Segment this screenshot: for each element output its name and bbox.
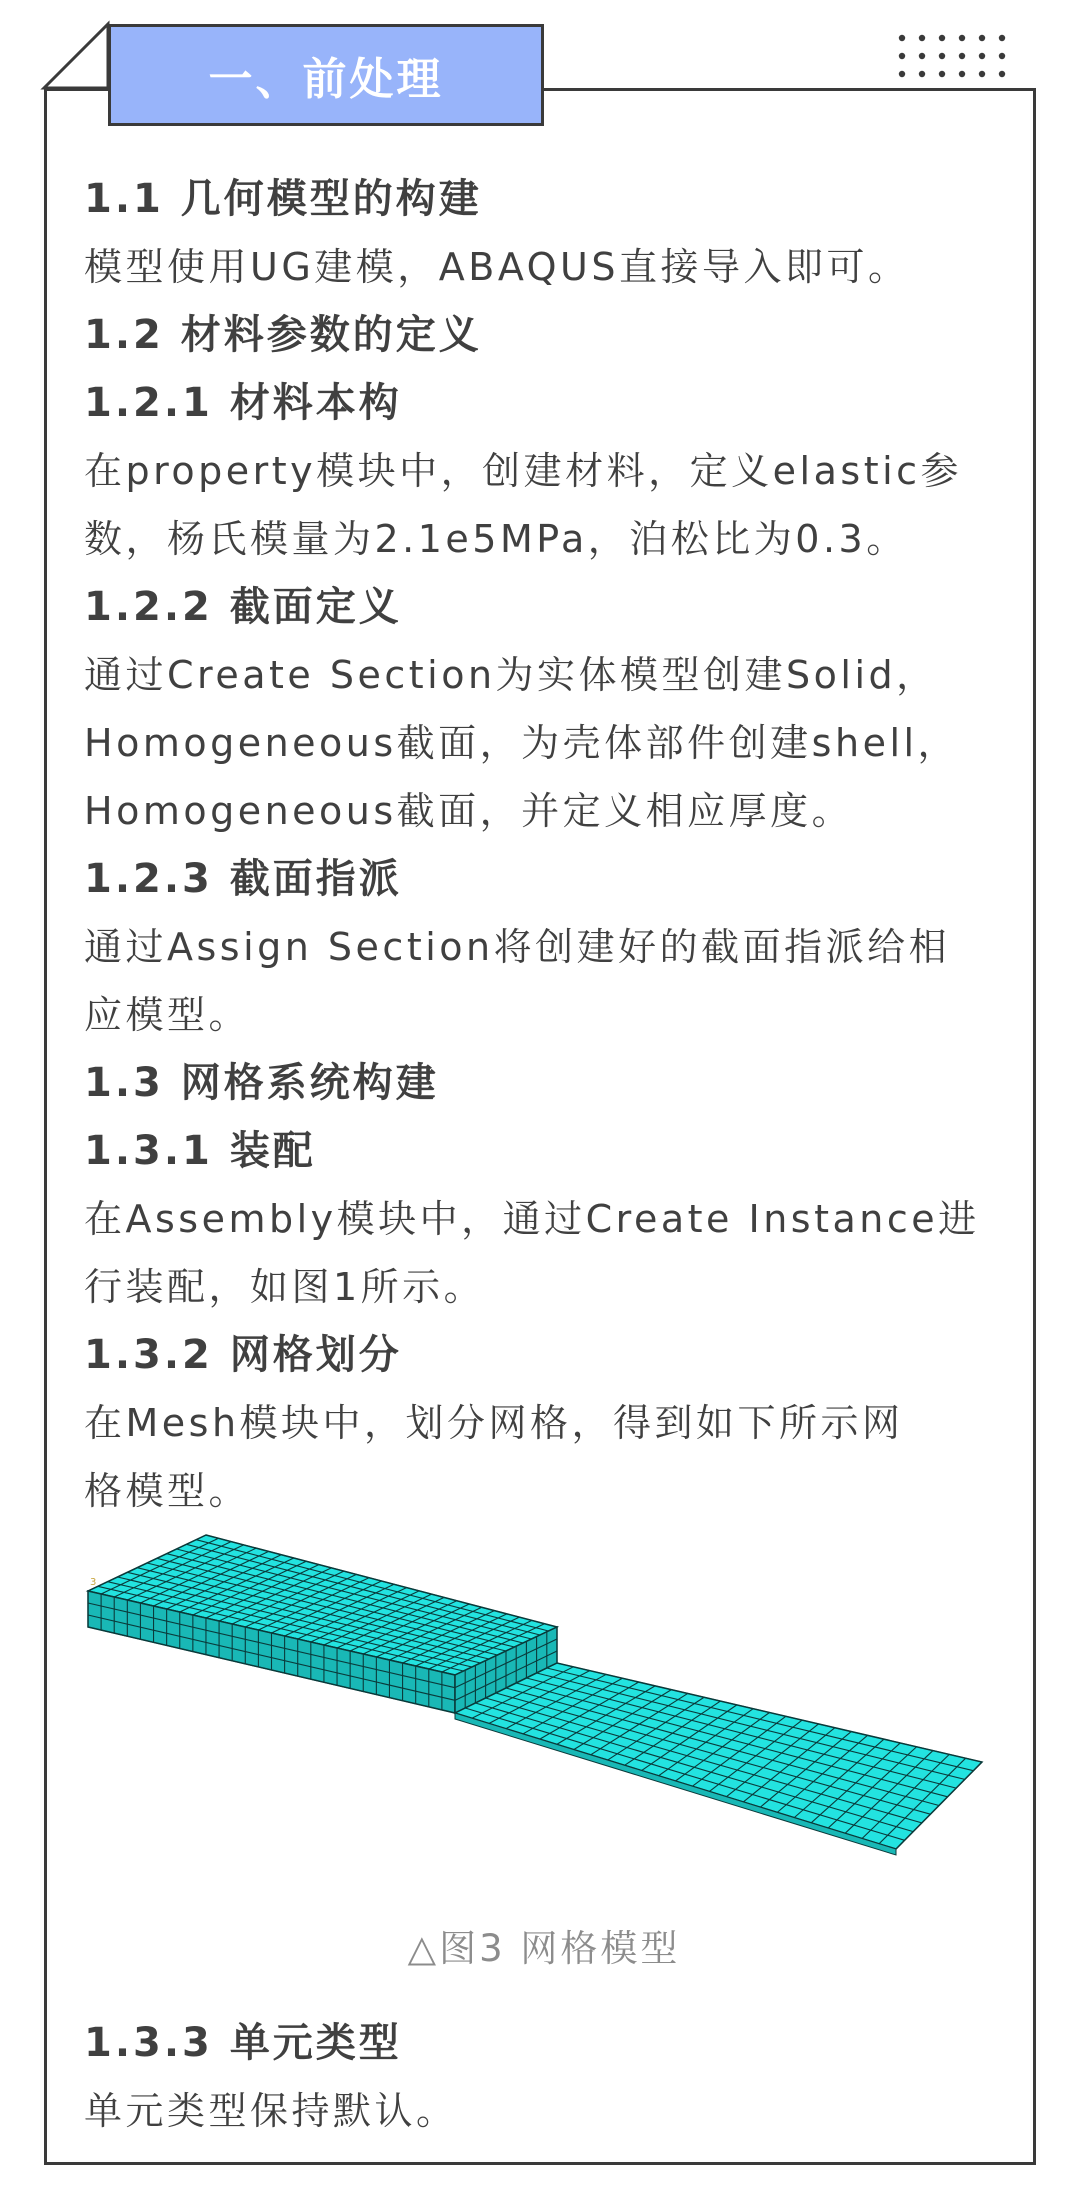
figure-caption: △图3 网格模型 bbox=[407, 1927, 681, 1970]
heading-1-3-2: 1.3.2 网格划分 bbox=[84, 1332, 402, 1378]
dot-grid-decoration bbox=[898, 34, 1008, 78]
paragraph-1-2-1-line2: 数，杨氏模量为2.1e5MPa，泊松比为0.3。 bbox=[84, 517, 908, 561]
paragraph-1-1: 模型使用UG建模，ABAQUS直接导入即可。 bbox=[84, 245, 910, 289]
paragraph-1-2-3-line2: 应模型。 bbox=[84, 993, 251, 1037]
heading-1-2-1: 1.2.1 材料本构 bbox=[84, 380, 402, 426]
paragraph-1-2-3-line1: 通过Assign Section将创建好的截面指派给相 bbox=[84, 925, 951, 969]
article-body bbox=[84, 165, 1004, 2145]
heading-1-2-2: 1.2.2 截面定义 bbox=[84, 584, 402, 630]
heading-1-1: 1.1 几何模型的构建 bbox=[84, 176, 482, 222]
paragraph-1-2-1-line1: 在property模块中，创建材料，定义elastic参 bbox=[84, 449, 963, 493]
mesh-model-image bbox=[84, 1533, 1004, 1903]
plate-top-face bbox=[455, 1663, 982, 1849]
paragraph-1-3-1-line2: 行装配，如图1所示。 bbox=[84, 1265, 486, 1309]
paragraph-1-3-2-line2: 格模型。 bbox=[84, 1469, 251, 1513]
heading-1-2-3: 1.2.3 截面指派 bbox=[84, 856, 402, 902]
heading-1-2: 1.2 材料参数的定义 bbox=[84, 312, 482, 358]
heading-1-3: 1.3 网格系统构建 bbox=[84, 1060, 439, 1106]
paragraph-1-2-2-line3: Homogeneous截面，并定义相应厚度。 bbox=[84, 789, 854, 833]
mesh-model-figure bbox=[84, 1533, 1004, 1903]
section-header-title: 一、前处理 bbox=[208, 54, 444, 105]
paragraph-1-3-1-line1: 在Assembly模块中，通过Create Instance进 bbox=[84, 1197, 980, 1241]
paragraph-1-3-3: 单元类型保持默认。 bbox=[84, 2089, 458, 2133]
heading-1-3-1: 1.3.1 装配 bbox=[84, 1128, 316, 1174]
paragraph-1-2-2-line2: Homogeneous截面，为壳体部件创建shell， bbox=[84, 721, 960, 765]
heading-1-3-3: 1.3.3 单元类型 bbox=[84, 2020, 402, 2066]
paragraph-1-2-2-line1: 通过Create Section为实体模型创建Solid， bbox=[84, 653, 938, 697]
paragraph-1-3-2-line1: 在Mesh模块中，划分网格，得到如下所示网 bbox=[84, 1401, 904, 1445]
section-header-tab bbox=[108, 24, 544, 126]
axis-triad-label: 3 bbox=[90, 1577, 97, 1588]
